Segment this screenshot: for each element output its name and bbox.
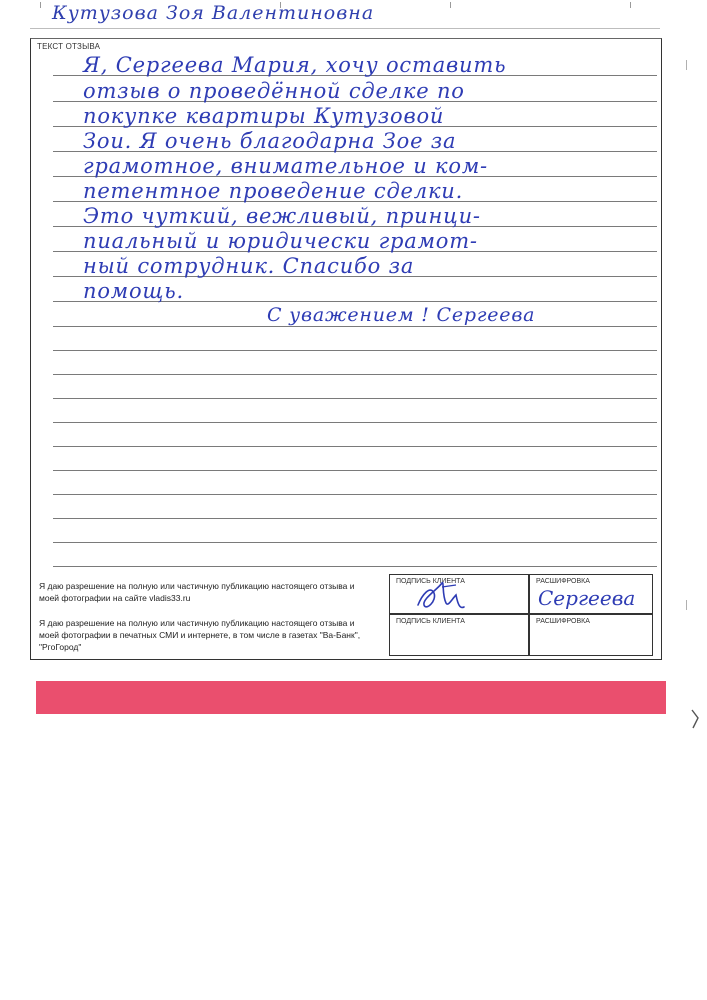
pink-band bbox=[36, 681, 666, 714]
edge-tick bbox=[686, 600, 687, 610]
client-signature bbox=[412, 575, 472, 617]
review-text-line: Я, Сергеева Мария, хочу оставить bbox=[83, 53, 507, 77]
review-form-box bbox=[30, 38, 662, 660]
ruled-line bbox=[53, 566, 657, 567]
ruled-line bbox=[53, 350, 657, 351]
top-tick bbox=[630, 2, 631, 8]
signature-field-media[interactable] bbox=[389, 614, 529, 656]
client-name: Кутузова Зоя Валентиновна bbox=[52, 2, 375, 24]
ruled-line bbox=[53, 494, 657, 495]
client-name-line bbox=[30, 2, 660, 29]
signature-label: ПОДПИСЬ КЛИЕНТА bbox=[396, 618, 465, 625]
corner-mark-icon bbox=[690, 708, 702, 730]
review-section-label: ТЕКСТ ОТЗЫВА bbox=[37, 42, 101, 51]
signature-field-website[interactable] bbox=[389, 574, 529, 614]
review-text-line: покупке квартиры Кутузовой bbox=[83, 104, 445, 128]
review-text-line: Это чуткий, вежливый, принци- bbox=[83, 204, 481, 228]
decode-value: Сергеева bbox=[538, 586, 636, 610]
ruled-line bbox=[53, 398, 657, 399]
top-tick bbox=[450, 2, 451, 8]
review-text-line: грамотное, внимательное и ком- bbox=[83, 154, 488, 178]
signature-grid bbox=[389, 574, 653, 656]
signature-label: ПОДПИСЬ КЛИЕНТА bbox=[396, 578, 465, 585]
review-closing: С уважением ! Сергеева bbox=[267, 304, 536, 326]
review-text-line: петентное проведение сделки. bbox=[83, 179, 464, 203]
review-text-line: пиальный и юридически грамот- bbox=[83, 229, 478, 253]
ruled-line bbox=[53, 374, 657, 375]
decode-field-media[interactable] bbox=[529, 614, 653, 656]
top-tick bbox=[40, 2, 41, 8]
review-text-line: помощь. bbox=[83, 279, 184, 303]
ruled-line bbox=[53, 518, 657, 519]
decode-label: РАСШИФРОВКА bbox=[536, 578, 590, 585]
review-text-line: Зои. Я очень благодарна Зое за bbox=[83, 129, 457, 153]
decode-field-website[interactable] bbox=[529, 574, 653, 614]
edge-tick bbox=[686, 60, 687, 70]
decode-label: РАСШИФРОВКА bbox=[536, 618, 590, 625]
ruled-line bbox=[53, 446, 657, 447]
permission-text-website: Я даю разрешение на полную или частичную публикацию настоящего отзыва и моей фотографии на сайте vladis33.ru bbox=[39, 581, 355, 603]
ruled-line bbox=[53, 542, 657, 543]
review-text-line: отзыв о проведённой сделке по bbox=[83, 79, 465, 103]
review-text-line: ный сотрудник. Спасибо за bbox=[83, 254, 415, 278]
permission-text-media: Я даю разрешение на полную или частичную публикацию настоящего отзыва и моей фотографии в печатных СМИ и интернете, в том числе в газетах "Ва-Банк", "РгоГород" bbox=[39, 618, 361, 652]
ruled-line bbox=[53, 422, 657, 423]
ruled-line bbox=[53, 470, 657, 471]
